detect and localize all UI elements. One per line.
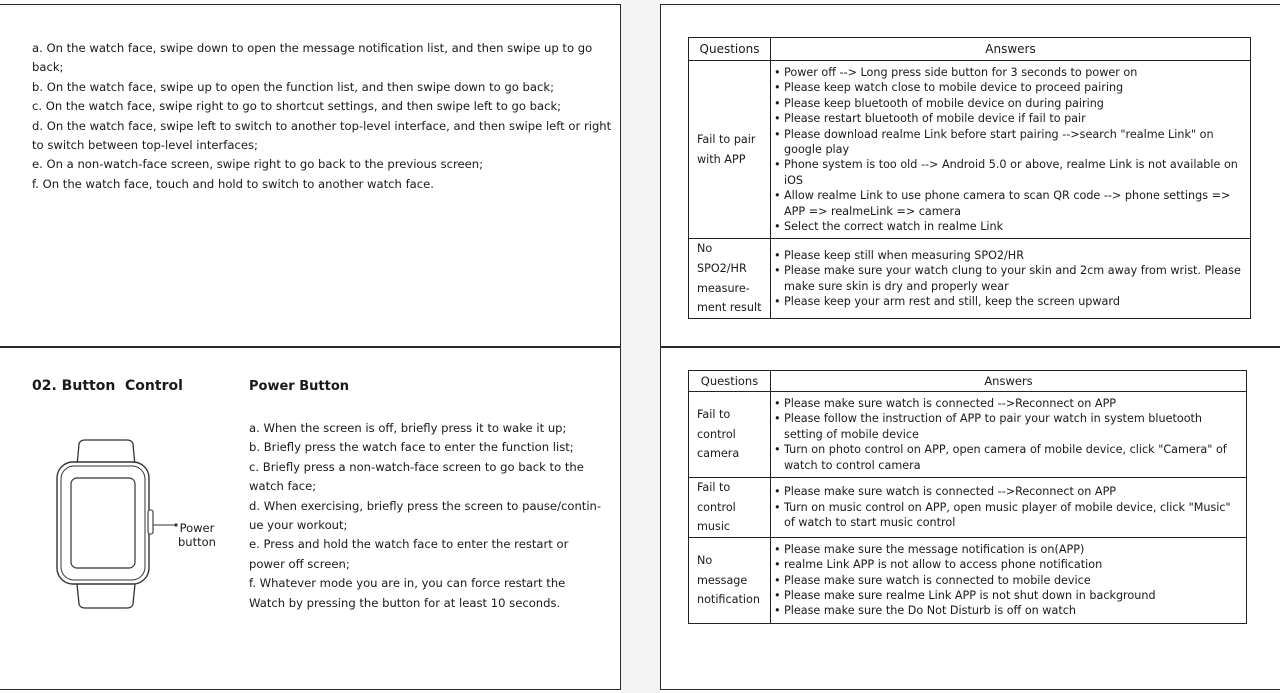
faq-question [689, 392, 771, 478]
answer-item: • Please keep your arm rest and still, keep the screen upward [774, 294, 1246, 309]
gesture-line: e. On a non-watch-face screen, swipe right to go back to the previous screen; [32, 157, 484, 172]
power-label-line: Power [179, 521, 215, 535]
watch-illustration [51, 438, 181, 618]
question-line: ment result [697, 301, 762, 315]
questions-header: Questions [689, 38, 771, 61]
faq-answers [771, 239, 1251, 318]
answer-item: • Please make sure your watch clung to your skin and 2cm away from wrist. Please make sure skin is dry and properly wear [774, 263, 1246, 294]
question-line: Fail to [697, 481, 731, 495]
question-line: No [697, 242, 713, 256]
answers-header: Answers [771, 371, 1247, 392]
answer-item: • Please make sure watch is connected -->Reconnect on APP [774, 396, 1242, 411]
gestures-text [32, 39, 612, 194]
faq-question [689, 537, 771, 623]
question-line: control [697, 427, 736, 441]
question-line: music [697, 520, 731, 534]
gesture-line: to switch between top-level interfaces; [32, 138, 258, 153]
faq-answers [771, 537, 1247, 623]
watch-strap-bottom [77, 584, 135, 608]
answer-item: • Please make sure watch is connected to mobile device [774, 573, 1242, 588]
power-button-label [178, 521, 216, 549]
power-line: f. Whatever mode you are in, you can force restart the [249, 576, 566, 591]
answer-item: • Allow realme Link to use phone camera to scan QR code --> phone settings => APP => realmeLink => camera [774, 188, 1246, 219]
watch-side-button [148, 510, 153, 534]
answer-item: • Power off --> Long press side button for 3 seconds to power on [774, 65, 1246, 80]
faq-answers [771, 61, 1251, 239]
power-line: ue your workout; [249, 518, 348, 533]
answer-item: • realme Link APP is not allow to access phone notification [774, 557, 1242, 572]
power-line: Watch by pressing the button for at least 10 seconds. [249, 595, 561, 610]
faq-answers [771, 478, 1247, 538]
gesture-line: back; [32, 60, 64, 75]
section-title: 02. Button Control [32, 378, 183, 394]
power-line: c. Briefly press a non-watch-face screen to go back to the [249, 459, 584, 474]
answer-item: • Please make sure realme Link APP is not shut down in background [774, 588, 1242, 603]
gesture-line: f. On the watch face, touch and hold to switch to another watch face. [32, 176, 434, 191]
faq-panel-1 [660, 4, 1280, 347]
faq-panel-2 [660, 347, 1280, 690]
gesture-line: c. On the watch face, swipe right to go to shortcut settings, and then swipe left to go back; [32, 99, 562, 114]
power-line: power off screen; [249, 556, 350, 571]
answers-header: Answers [771, 38, 1251, 61]
faq-question [689, 239, 771, 318]
answer-item: • Turn on photo control on APP, open camera of mobile device, click "Camera" of watch to control camera [774, 442, 1242, 473]
question-line: message [697, 573, 748, 587]
answer-item: • Please restart bluetooth of mobile device if fail to pair [774, 111, 1246, 126]
answer-item: • Please make sure the Do Not Disturb is off on watch [774, 603, 1242, 618]
faq-row [689, 392, 1247, 478]
question-line: No [697, 553, 713, 567]
question-line: notification [697, 593, 760, 607]
faq-answers [771, 392, 1247, 478]
page-gap [621, 0, 660, 693]
questions-header: Questions [689, 371, 771, 392]
question-line: Fail to [697, 408, 731, 422]
question-line: camera [697, 447, 740, 461]
answer-item: • Phone system is too old --> Android 5.0 or above, realme Link is not available on iOS [774, 157, 1246, 188]
answer-item: • Please make sure watch is connected -->Reconnect on APP [774, 484, 1242, 499]
faq-row [689, 478, 1247, 538]
power-button-text [249, 419, 609, 613]
answer-item: • Please keep still when measuring SPO2/HR [774, 248, 1246, 263]
answer-item: • Please keep bluetooth of mobile device on during pairing [774, 96, 1246, 111]
answer-item: • Please keep watch close to mobile device to proceed pairing [774, 80, 1246, 95]
faq-table-1 [688, 37, 1251, 319]
faq-row [689, 239, 1251, 318]
answer-item: • Please follow the instruction of APP to pair your watch in system bluetooth setting of mobile device [774, 411, 1242, 442]
faq-row [689, 61, 1251, 239]
power-line: d. When exercising, briefly press the screen to pause/contin- [249, 498, 602, 513]
gesture-line: b. On the watch face, swipe up to open the function list, and then swipe down to go back; [32, 79, 554, 94]
power-button-subtitle: Power Button [249, 379, 350, 394]
power-line: watch face; [249, 479, 317, 494]
faq-row [689, 537, 1247, 623]
gesture-line: a. On the watch face, swipe down to open the message notification list, and then swipe up to go [32, 41, 593, 55]
power-line: b. Briefly press the watch face to enter the function list; [249, 440, 574, 455]
answer-item: • Please download realme Link before start pairing -->search "realme Link" on google play [774, 127, 1246, 158]
answer-item: • Select the correct watch in realme Link [774, 219, 1246, 234]
power-line: e. Press and hold the watch face to enter the restart or [249, 537, 569, 552]
gestures-panel [0, 4, 621, 347]
faq-header-row [689, 371, 1247, 392]
faq-question [689, 61, 771, 239]
answer-item: • Please make sure the message notification is on(APP) [774, 542, 1242, 557]
faq-question [689, 478, 771, 538]
question-line: with APP [697, 152, 746, 166]
button-control-panel [0, 347, 621, 690]
gesture-line: d. On the watch face, swipe left to switch to another top-level interface, and then swipe left or right [32, 118, 612, 133]
question-line: measure- [697, 281, 750, 295]
power-label-line: button [178, 535, 216, 549]
faq-table-2 [688, 370, 1247, 624]
answer-item: • Turn on music control on APP, open music player of mobile device, click "Music" of watch to start music control [774, 500, 1242, 531]
power-line: a. When the screen is off, briefly press it to wake it up; [249, 421, 567, 435]
faq-header-row [689, 38, 1251, 61]
question-line: control [697, 500, 736, 514]
question-line: SPO2/HR [697, 262, 747, 276]
question-line: Fail to pair [697, 133, 756, 147]
